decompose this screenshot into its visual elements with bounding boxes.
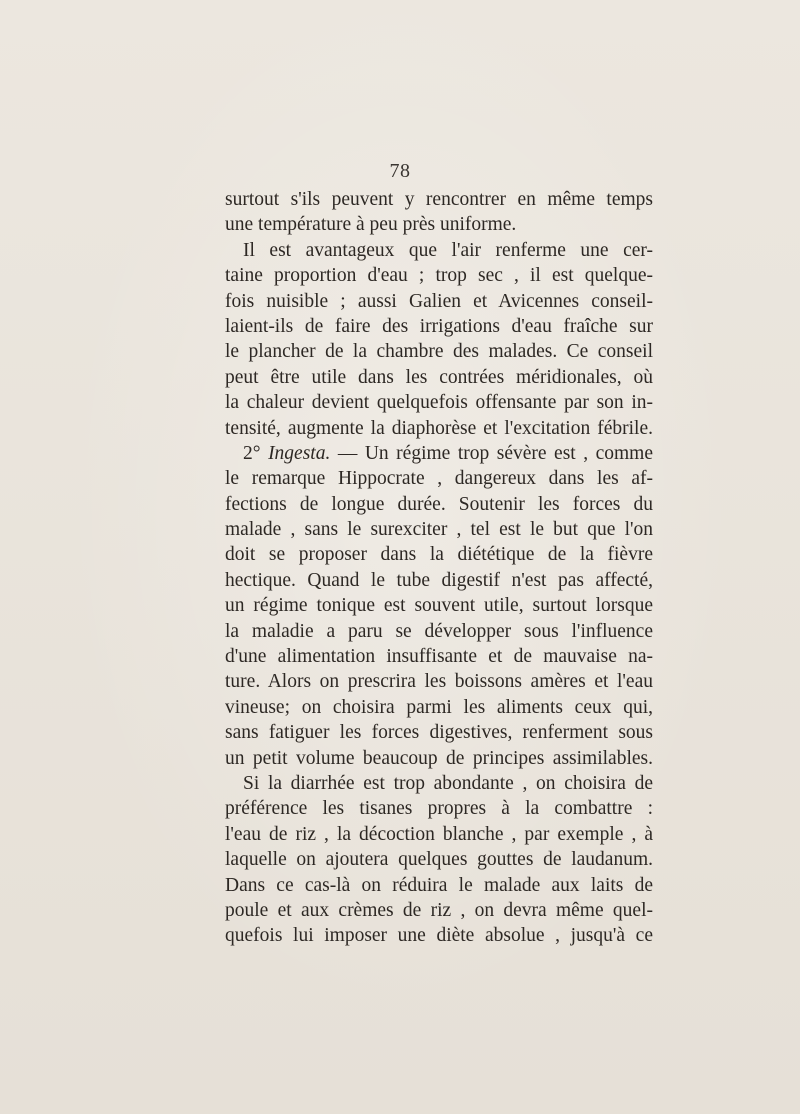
text-line: quefois lui imposer une diète absolue , jusqu'à ce xyxy=(225,925,653,947)
text-line: ture. Alors on prescrira les boissons amères et l'eau xyxy=(225,671,653,693)
text-line: fois nuisible ; aussi Galien et Avicennes conseil- xyxy=(225,290,653,312)
text-line: doit se proposer dans la diététique de la fièvre xyxy=(225,544,653,566)
text-line xyxy=(225,441,653,466)
text-line: sans fatiguer les forces digestives, renferment sous xyxy=(225,722,653,744)
text-line: une température à peu près uniforme. xyxy=(225,214,517,236)
text-line: un régime tonique est souvent utile, surtout lorsque xyxy=(225,595,653,617)
text-line: le plancher de la chambre des malades. Ce conseil xyxy=(225,341,653,363)
section-number: 2° xyxy=(243,442,269,464)
text-line: laquelle on ajoutera quelques gouttes de laudanum. xyxy=(225,849,653,871)
text-line: hectique. Quand le tube digestif n'est pas affecté, xyxy=(225,569,653,591)
section-heading: Ingesta. xyxy=(268,442,331,464)
line-text: — Un régime trop sévère est , comme xyxy=(330,442,653,464)
text-line: tensité, augmente la diaphorèse et l'excitation fébrile. xyxy=(225,417,653,439)
text-line: fections de longue durée. Soutenir les forces du xyxy=(225,493,653,515)
text-line: Si la diarrhée est trop abondante , on choisira de xyxy=(243,772,653,794)
text-line: laient-ils de faire des irrigations d'eau fraîche sur xyxy=(225,315,653,337)
text-line: surtout s'ils peuvent y rencontrer en même temps xyxy=(225,189,653,210)
text-line: taine proportion d'eau ; trop sec , il est quelque- xyxy=(225,265,653,287)
page-number: 78 xyxy=(389,160,411,182)
text-line: vineuse; on choisira parmi les aliments ceux qui, xyxy=(225,696,653,718)
text-line: peut être utile dans les contrées méridionales, où xyxy=(225,366,653,388)
body-text xyxy=(225,187,653,949)
text-line: Il est avantageux que l'air renferme une cer- xyxy=(243,239,653,261)
text-line: Dans ce cas-là on réduira le malade aux laits de xyxy=(225,874,653,896)
text-line: un petit volume beaucoup de principes assimilables. xyxy=(225,747,653,769)
text-line: malade , sans le surexciter , tel est le but que l'on xyxy=(225,519,653,541)
text-line: poule et aux crèmes de riz , on devra même quel- xyxy=(225,899,653,921)
text-line: l'eau de riz , la décoction blanche , par exemple , à xyxy=(225,823,653,845)
text-line: la maladie a paru se développer sous l'influence xyxy=(225,620,653,642)
text-line: la chaleur devient quelquefois offensante par son in- xyxy=(225,392,653,414)
text-line: d'une alimentation insuffisante et de mauvaise na- xyxy=(225,646,653,668)
text-line: préférence les tisanes propres à la combattre : xyxy=(225,798,653,820)
text-line: le remarque Hippocrate , dangereux dans les af- xyxy=(225,468,653,490)
